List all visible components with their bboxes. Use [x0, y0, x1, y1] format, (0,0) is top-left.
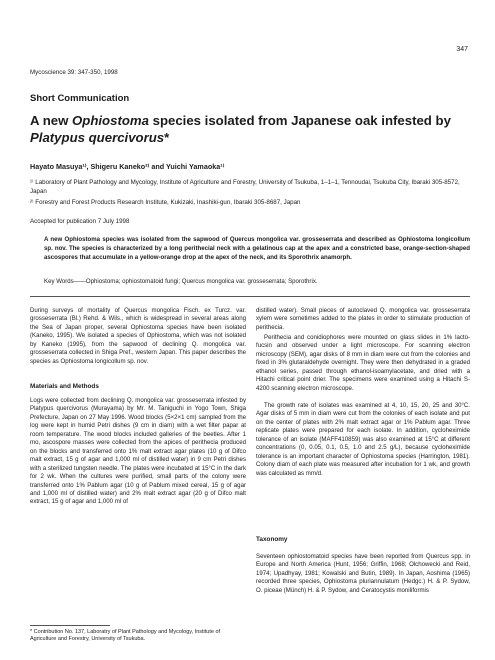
taxonomy-paragraph: Seventeen ophiostomatoid species have been reported from Quercus spp. in Europe and North America (Hunt, 1956; Griffin, 1968; Olchowecki and Reid, 1974; Upadhyay, 1981; Kowalski and Butin, 1989). In Japan, Aoshima (1965) recorded three species, Ophiostoma pluriannulatum (Hedgc.) H. & P. Sydow, O. piceae (Münch) H. & P. Sydow, and Ceratocystis moniliformis [256, 553, 470, 594]
affiliation-1: ¹⁾ Laboratory of Plant Pathology and Mycology, Institute of Agriculture and Forestry, University of Tsukuba, 1–1–1, Tennoudai, Tsukuba City, Ibaraki 305-8572, Japan [30, 179, 460, 195]
abstract: A new Ophiostoma species was isolated from the sapwood of Quercus mongolica var. grosseserrata and described as Ophiostoma longicollum sp. nov. The species is characterized by a long perithecial neck with a gelatinous cap at the apex and a constricted base, orange-section-shaped ascospores that accumulate in a yellow-orange drop at the apex of the neck, and its Sporothrix anamorph. [44, 236, 470, 261]
right-paragraph-1: distilled water). Small pieces of autoclaved Q. mongolica var. grosseserrata xylem were sometimes added to the plates in order to stimulate production of perithecia. [256, 307, 470, 331]
title-part2: species isolated from Japanese oak infested by [148, 113, 451, 128]
title-insect: Platypus quercivorus [30, 129, 165, 145]
footnote: * Contribution No. 137, Laboratry of Plant Pathology and Mycology, Institute of Agriculture and Forestry, University of Tsukuba. [30, 629, 221, 643]
article-title [30, 113, 470, 146]
methods-heading: Materials and Methods [30, 383, 99, 390]
intro-paragraph: During surveys of mortality of Quercus mongolica Fisch. ex Turcz. var. grosseserrata (Bl.) Rehd. & Wils., which is widespread in several areas along the Sea of Japan proper, several Ophiostoma species have been isolated (Kaneko, 1995). We isolated a species of Ophiostoma, which was not isolated by Kaneko (1995), from the sapwood of declining Q. mongolica var. grosseserrata collected in Shiga Pref., western Japan. This paper describes the species as Ophiostoma longicollum sp. nov. [30, 307, 246, 365]
right-paragraph-2: Perithecia and conidiophores were mounted on glass slides in 1% lacto-fucsin and observed under a light microscope. For scanning electron microscopy (SEM), agar disks of 8 mm in diam were cut from the colonies and fixed in 3% glutaraldehyde overnight. They were then dehydrated in a graded ethanol series, passed through ethanol-isoamylacetate, and dried with a Hitachi critical point drier. The specimens were examined using a Hitachi S-4200 scanning electron microscope. [256, 334, 470, 392]
accepted-date: Accepted for publication 7 July 1998 [30, 218, 130, 225]
title-footnote-mark: * [164, 129, 170, 145]
keywords: Key Words——Ophiostoma; ophiostomatoid fungi; Quercus mongolica var. grosseserrata; Sporothrix. [44, 278, 318, 285]
footnote-divider [30, 625, 110, 626]
affiliation-2: ²⁾ Forestry and Forest Products Research Institute, Kukizaki, Inashiki-gun, Ibaraki 305-8687, Japan [30, 199, 301, 206]
methods-paragraph: Logs were collected from declining Q. mongolica var. grosseserrata infested by Platypus quercivorus (Murayama) by Mr. M. Taniguchi in Yogo Town, Shiga Prefecture, Japan on 27 May 1996. Wood blocks (5×2×1 cm) sampled from the log were kept in humid Petri dishes (9 cm in diam) with a wet filter papar at room temperature. The wood blocks included galleries of the beetles. After 1 mo, ascospore masses were collected from the apices of perithecia produced on the blocks and transferred onto 1% malt extract agar plates (10 g of Difco malt extract, 15 g of agar and 1,000 ml of distilled water) in 9 cm Petri dishes with a sterilized tungsten needle. The plates were incubated at 15°C in the dark for 2 wk. When the cultures were purified, small parts of the colony were transferred onto 1% Pablum agar (10 g of Pablum mixed cereal, 15 g of agar and 1,000 ml of distilled water) and 2% malt extract agar (20 g of Difco malt extract, 15 g of agar and 1,000 ml of [30, 397, 246, 506]
title-genus: Ophiostoma [72, 113, 149, 128]
page-number: 347 [456, 46, 468, 53]
section-heading: Short Communication [30, 93, 130, 104]
taxonomy-heading: Taxonomy [256, 536, 288, 543]
author-list: Hayato Masuya¹⁾, Shigeru Kaneko²⁾ and Yuichi Yamaoka¹⁾ [30, 162, 225, 171]
right-paragraph-3: The growth rate of isolates was examined at 4, 10, 15, 20, 25 and 30°C. Agar disks of 5 mm in diam were cut from the colonies of each isolate and put on the center of plates with 2% malt extract agar or 1% Pablum agar. Three replicate plates were prepared for each isolate. In addition, cycloheximide tolerance of an isolate (MAFF410859) was also examined at 15°C at different concentrations (0, 0.05, 0.1, 0.5, 1.0 and 2.5 g/L), because cycloheximide tolerance is an important character of Ophiostoma species (Harrington, 1981). Colony diam of each plate was measured after incubation for 1 wk, and growth was calculated as mm/d. [256, 402, 470, 477]
title-part1: A new [30, 113, 73, 128]
journal-reference: Mycoscience 39: 347-350, 1998 [30, 69, 118, 76]
section-divider [30, 296, 470, 297]
